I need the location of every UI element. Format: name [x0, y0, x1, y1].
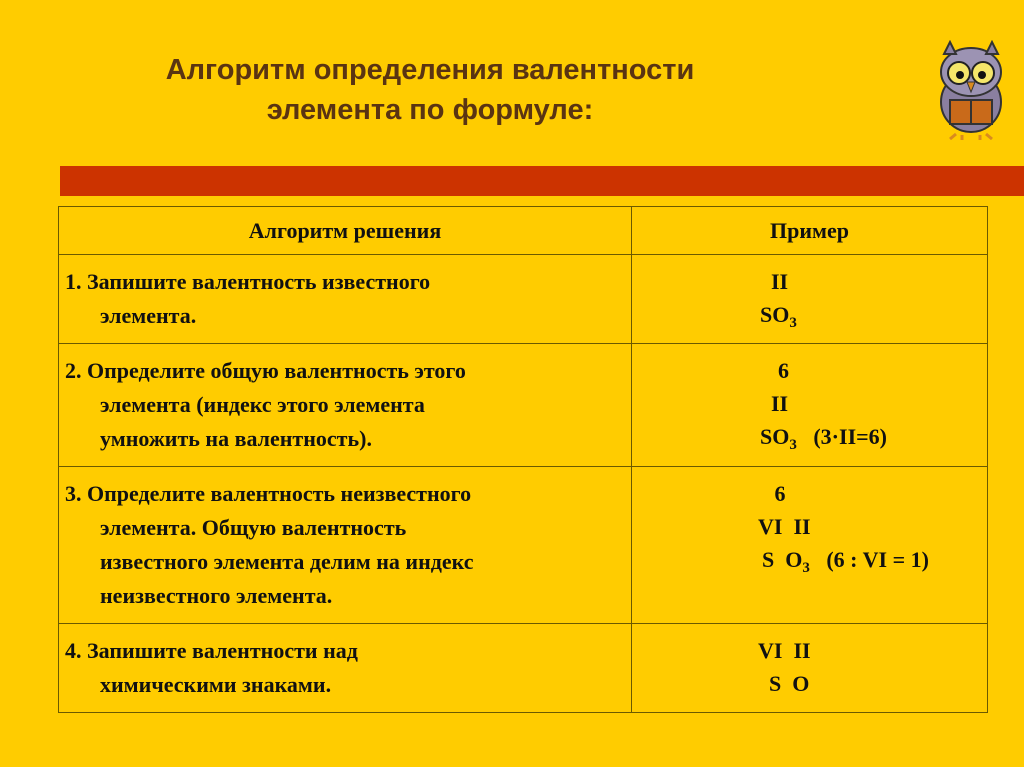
step-number: 1.	[65, 269, 82, 294]
example-line: VI II	[758, 514, 811, 539]
example-line: VI II	[758, 638, 811, 663]
step-number: 2.	[65, 358, 82, 383]
example-formula: S O	[758, 671, 810, 696]
step-cell	[59, 624, 632, 713]
step-text: элемента. Общую валентность	[100, 515, 407, 540]
step-number: 4.	[65, 638, 82, 663]
step-cell	[59, 467, 632, 624]
example-formula: $SO_3$	[760, 302, 797, 331]
step-text: Запишите валентность известного	[87, 269, 431, 294]
algorithm-table	[58, 206, 988, 713]
step-text: Определите валентность неизвестного	[87, 481, 472, 506]
slide-title	[120, 50, 740, 130]
table-row	[59, 255, 988, 344]
example-line: 6	[758, 481, 786, 506]
step-text: Определите общую валентность этого	[87, 358, 466, 383]
step-cell	[59, 344, 632, 467]
example-line: II	[760, 391, 789, 416]
step-cell	[59, 255, 632, 344]
step-text: Запишите валентности над	[87, 638, 358, 663]
step-text: неизвестного элемента.	[100, 583, 333, 608]
step-text: элемента.	[100, 303, 197, 328]
title-line-2: элемента по формуле:	[266, 94, 594, 126]
owl-reading-book-icon	[926, 40, 1016, 140]
step-text: химическими знаками.	[100, 672, 332, 697]
step-text: известного элемента делим на индекс	[100, 549, 474, 574]
table-row	[59, 624, 988, 713]
example-cell	[632, 255, 988, 344]
step-text: умножить на валентность).	[100, 426, 372, 451]
header-algorithm: Алгоритм решения	[59, 207, 632, 255]
title-line-1: Алгоритм определения валентности	[165, 54, 695, 86]
step-number: 3.	[65, 481, 82, 506]
example-cell	[632, 344, 988, 467]
example-cell	[632, 624, 988, 713]
example-formula: $SO_3$ (3·II=6)	[760, 424, 888, 453]
table-row	[59, 467, 988, 624]
table-header-row	[59, 207, 988, 255]
decorative-red-bar	[60, 166, 1024, 196]
table-row	[59, 344, 988, 467]
example-line: II	[760, 269, 789, 294]
step-text: элемента (индекс этого элемента	[100, 392, 425, 417]
header-example: Пример	[632, 207, 988, 255]
example-formula: S $O_3$ (6 : VI = 1)	[762, 547, 929, 576]
example-line: 6	[778, 358, 789, 383]
example-cell	[632, 467, 988, 624]
